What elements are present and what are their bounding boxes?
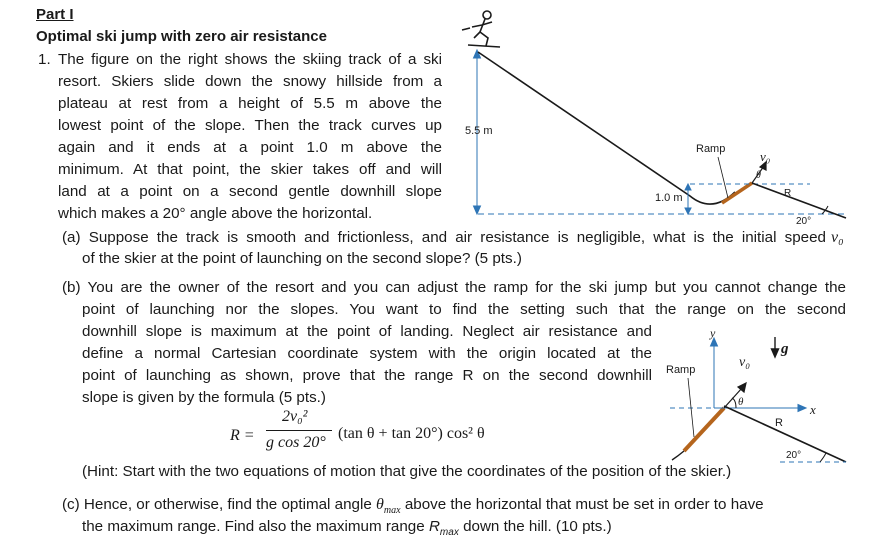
part-c-line-2-pre: the maximum range. Find also the maximum range — [82, 518, 425, 535]
slope-angle-label: 20° — [796, 216, 812, 227]
part-heading: Part I — [36, 6, 74, 23]
r-max-sub: max — [439, 527, 459, 539]
gravity-arrow — [772, 337, 779, 357]
formula-rhs: (tan θ + tan 20°) cos² θ — [338, 425, 485, 442]
x-axis-label: x — [810, 402, 816, 417]
theta-arc-2 — [732, 398, 736, 408]
v0-label-2: v₀ — [739, 355, 751, 370]
q1-line-8: which makes a 20° angle above the horizontal. — [58, 205, 373, 222]
theta-max-symbol: θ — [376, 496, 384, 513]
r-max-symbol: R — [428, 518, 440, 535]
part-b-line-4: define a normal Cartesian coordinate system with the origin located at the — [82, 345, 652, 362]
formula-numerator: 2v₀² — [282, 408, 308, 425]
q1-line-1: The figure on the right shows the skiing track of a ski — [58, 51, 442, 68]
part-b-line-6: slope is given by the formula (5 pts.) — [82, 389, 326, 406]
v0-label-1: v₀ — [760, 149, 771, 164]
range-label-2: R — [775, 417, 783, 429]
part-a-line-1: (a) Suppose the track is smooth and frictionless, and air resistance is negligible, what is the initial speed — [62, 229, 826, 246]
problem-title: Optimal ski jump with zero air resistance — [36, 28, 327, 45]
gravity-label: g — [781, 341, 789, 357]
second-slope-2 — [724, 406, 846, 462]
formula-lhs: R = — [230, 427, 255, 444]
theta-label-2: θ — [738, 396, 744, 408]
part-c-line-1-post: above the horizontal that must be set in order to have — [404, 496, 764, 513]
part-b-line-5: point of launching as shown, prove that the range R on the second downhill — [82, 367, 652, 384]
slope-angle-arc-2 — [820, 453, 826, 462]
ramp-label-1: Ramp — [696, 143, 726, 155]
y-axis-label: y — [710, 326, 716, 340]
part-b-line-1: (b) You are the owner of the resort and you can adjust the ramp for the ski jump but you cannot change the — [62, 279, 846, 296]
ramp-label-2: Ramp — [666, 364, 696, 376]
y-axis — [711, 338, 718, 408]
q1-line-7: land at a point on a second gentle downhill slope — [58, 183, 442, 200]
part-a-line-2: of the skier at the point of launching on the second slope? (5 pts.) — [82, 250, 522, 267]
slope-angle-label-2: 20° — [786, 450, 802, 461]
part-b-hint: (Hint: Start with the two equations of motion that give the coordinates of the position of the skier.) — [82, 463, 732, 480]
part-b-line-2: point of launching nor the slopes. You want to find the setting such that the range on the second — [82, 301, 846, 318]
part-a-v0: v₀ — [831, 229, 844, 246]
formula-denominator: g cos 20° — [266, 434, 326, 451]
question-number: 1. — [38, 51, 51, 68]
q1-line-3: plateau at rest from a height of 5.5 m above the — [58, 95, 442, 112]
ramp-curve-2 — [672, 451, 684, 460]
q1-line-4: lowest point of the slope. Then the track curves up — [58, 117, 442, 134]
part-c-line-1-pre: (c) Hence, or otherwise, find the optimal angle — [62, 496, 372, 513]
part-c-line-2-post: down the hill. (10 pts.) — [463, 518, 612, 535]
q1-line-6: minimum. At that point, the skier takes off and will — [58, 161, 442, 178]
range-label-1: R — [784, 188, 792, 199]
part-b-line-3: downhill slope is maximum at the point of landing. Neglect air resistance and — [82, 323, 652, 340]
q1-line-2: resort. Skiers slide down the snowy hillside from a — [58, 73, 442, 90]
height-label: 5.5 m — [465, 125, 493, 137]
q1-line-5: again and it ends at a point 1.0 m above the — [58, 139, 442, 156]
ramp-height-label: 1.0 m — [655, 192, 683, 204]
theta-max-sub: max — [383, 505, 401, 517]
theta-label-1: θ — [756, 170, 761, 181]
ramp-segment-2 — [684, 408, 724, 451]
